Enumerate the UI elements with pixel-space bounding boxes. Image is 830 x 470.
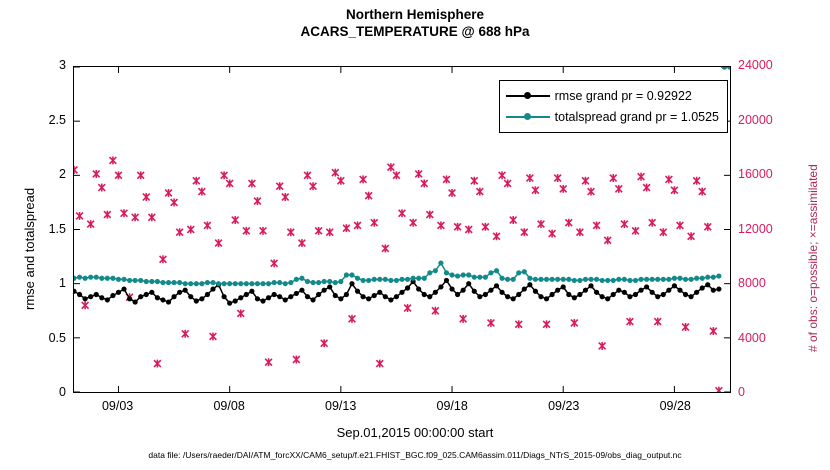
y-tick-right: 12000 [738,221,773,236]
x-tick: 09/23 [548,399,580,413]
legend-marker-totalspread-icon [506,110,550,124]
y-tick-left: 1.5 [48,221,66,236]
y-tick-right: 24000 [738,58,773,72]
y-axis-label-left: rmse and totalspread [22,187,37,310]
data-file-caption: data file: /Users/raeder/DAI/ATM_forcXX/CAM6_setup/f.e21.FHIST_BGC.f09_025.CAM6assim.011/Diags_NTrS_2015-09/obs_diag_output.nc [148,450,682,460]
x-axis-label: Sep.01,2015 00:00:00 start [336,425,494,440]
legend-label-rmse: rmse grand pr = 0.92922 [554,88,692,103]
y-tick-right: 16000 [738,167,773,181]
x-tick: 09/18 [436,399,468,413]
y-tick-left: 0 [59,385,66,399]
y-tick-left: 0.5 [48,330,66,345]
y-tick-left: 2 [59,167,66,181]
legend-marker-rmse-icon [506,89,550,103]
legend-item-totalspread [506,106,719,127]
legend-item-rmse [506,85,719,106]
title-line-1: Northern Hemisphere [345,7,485,22]
plot-area [73,66,731,393]
chart-legend [499,80,728,133]
y-tick-right: 0 [738,385,745,399]
y-axis-label-right: # of obs: o=possible; ×=assimilated [806,164,820,352]
legend-label-totalspread: totalspread grand pr = 1.0525 [554,109,719,124]
x-tick: 09/13 [325,399,357,413]
y-tick-left: 2.5 [48,112,66,127]
y-tick-left: 1 [59,276,66,290]
chart-title [0,6,830,40]
x-tick: 09/03 [101,399,134,413]
y-tick-right: 4000 [738,330,766,345]
x-tick: 09/28 [659,399,691,413]
title-line-2: ACARS_TEMPERATURE @ 688 hPa [300,24,530,39]
y-tick-left: 3 [59,58,66,72]
y-tick-right: 20000 [738,112,773,127]
y-tick-right: 8000 [738,276,766,290]
x-tick: 09/08 [213,399,245,413]
